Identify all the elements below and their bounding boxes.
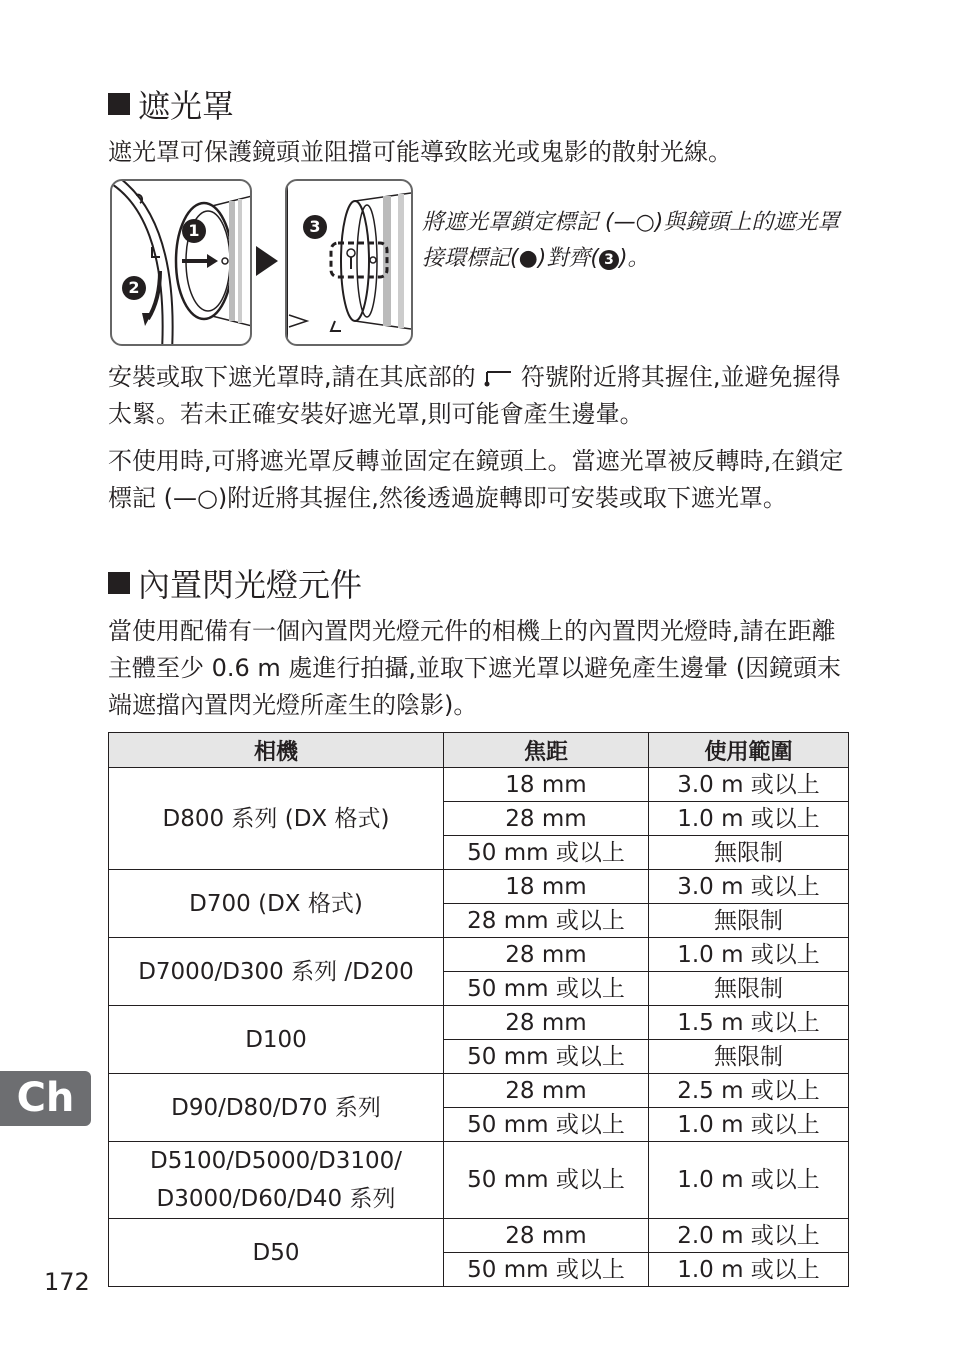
figure-panel-aligned <box>285 179 413 346</box>
focal-length-cell: 28 mm 或以上 <box>444 904 649 938</box>
table-row <box>109 1142 849 1219</box>
step-2-marker: 2 <box>122 276 146 300</box>
section-heading-built-in-flash <box>108 565 362 605</box>
camera-cell: D800 系列 (DX 格式) <box>109 768 444 870</box>
hood-handling-text-end: 符號附近將其握住,並避免握得太緊。若未正確安裝好遮光罩,則可能會產生邊暈。 <box>108 363 841 428</box>
figure-caption <box>422 205 852 277</box>
table-row <box>109 1074 849 1108</box>
page-number: 172 <box>44 1268 90 1296</box>
camera-cell <box>109 1142 444 1219</box>
table-row <box>109 870 849 904</box>
focal-length-cell: 28 mm <box>444 802 649 836</box>
range-cell: 無限制 <box>649 836 849 870</box>
range-cell: 3.0 m 或以上 <box>649 768 849 802</box>
hood-handling-text-start: 安裝或取下遮光罩時,請在其底部的 <box>108 363 484 391</box>
camera-cell: D90/D80/D70 系列 <box>109 1074 444 1142</box>
focal-length-cell: 50 mm 或以上 <box>444 1142 649 1219</box>
camera-cell: D100 <box>109 1006 444 1074</box>
hood-reverse-paragraph: 不使用時,可將遮光罩反轉並固定在鏡頭上。當遮光罩被反轉時,在鎖定標記 (—○)附近將其握住,然後透過旋轉即可安裝或取下遮光罩。 <box>108 447 844 512</box>
next-step-arrow-icon <box>256 246 280 276</box>
range-cell: 2.0 m 或以上 <box>649 1219 849 1253</box>
focal-length-cell: 50 mm 或以上 <box>444 1108 649 1142</box>
square-bullet-icon <box>108 93 130 115</box>
table-row <box>109 768 849 802</box>
focal-length-cell: 28 mm <box>444 1074 649 1108</box>
focal-length-cell: 18 mm <box>444 870 649 904</box>
square-bullet-icon <box>108 572 130 594</box>
table-row <box>109 1219 849 1253</box>
focal-length-cell: 50 mm 或以上 <box>444 1040 649 1074</box>
camera-cell: D700 (DX 格式) <box>109 870 444 938</box>
focal-length-cell: 50 mm 或以上 <box>444 972 649 1006</box>
hood-aligned-illustration <box>287 181 411 344</box>
caption-step-3-marker: 3 <box>599 250 619 270</box>
range-cell: 無限制 <box>649 972 849 1006</box>
camera-cell-line-1: D5100/D5000/D3100/ <box>150 1148 402 1174</box>
lens-hood-intro: 遮光罩可保護鏡頭並阻擋可能導致眩光或鬼影的散射光線。 <box>108 138 732 166</box>
range-cell: 無限制 <box>649 904 849 938</box>
focal-length-cell: 18 mm <box>444 768 649 802</box>
range-cell: 無限制 <box>649 1040 849 1074</box>
header-camera: 相機 <box>109 733 444 768</box>
focal-length-cell: 50 mm 或以上 <box>444 1253 649 1287</box>
step-1-marker: 1 <box>182 219 206 243</box>
camera-cell-line-2: D3000/D60/D40 系列 <box>156 1186 396 1212</box>
range-cell: 1.0 m 或以上 <box>649 802 849 836</box>
hood-base-symbol-icon <box>483 366 513 388</box>
built-in-flash-paragraph: 當使用配備有一個內置閃光燈元件的相機上的內置閃光燈時,請在距離主體至少 0.6 m 處進行拍攝,並取下遮光罩以避免產生邊暈 (因鏡頭末端遮擋內置閃光燈所產生的陰影)。 <box>108 617 842 719</box>
section-heading-lens-hood <box>108 86 234 126</box>
caption-text-start: 將遮光罩鎖定標記 (—○)與鏡頭上的遮光罩接環標記(●)對齊( <box>422 210 840 271</box>
focal-length-cell: 50 mm 或以上 <box>444 836 649 870</box>
caption-text-end: )。 <box>618 246 650 271</box>
flash-range-table <box>108 732 849 1287</box>
range-cell: 1.0 m 或以上 <box>649 1108 849 1142</box>
focal-length-cell: 28 mm <box>444 938 649 972</box>
focal-length-cell: 28 mm <box>444 1219 649 1253</box>
heading-text: 內置閃光燈元件 <box>138 566 363 604</box>
hood-handling-paragraph <box>108 359 848 433</box>
chapter-tab: Ch <box>0 1071 91 1126</box>
focal-length-cell: 28 mm <box>444 1006 649 1040</box>
range-cell: 1.0 m 或以上 <box>649 938 849 972</box>
hood-attach-illustration <box>112 181 250 344</box>
range-cell: 2.5 m 或以上 <box>649 1074 849 1108</box>
range-cell: 1.0 m 或以上 <box>649 1142 849 1219</box>
step-3-marker: 3 <box>303 215 327 239</box>
range-cell: 1.0 m 或以上 <box>649 1253 849 1287</box>
header-focal-length: 焦距 <box>444 733 649 768</box>
camera-cell: D50 <box>109 1219 444 1287</box>
table-row <box>109 938 849 972</box>
range-cell: 3.0 m 或以上 <box>649 870 849 904</box>
heading-text: 遮光罩 <box>138 87 235 125</box>
table-header-row <box>109 733 849 768</box>
range-cell: 1.5 m 或以上 <box>649 1006 849 1040</box>
table-row <box>109 1006 849 1040</box>
figure-panel-attach <box>110 179 252 346</box>
header-range: 使用範圍 <box>649 733 849 768</box>
camera-cell: D7000/D300 系列 /D200 <box>109 938 444 1006</box>
